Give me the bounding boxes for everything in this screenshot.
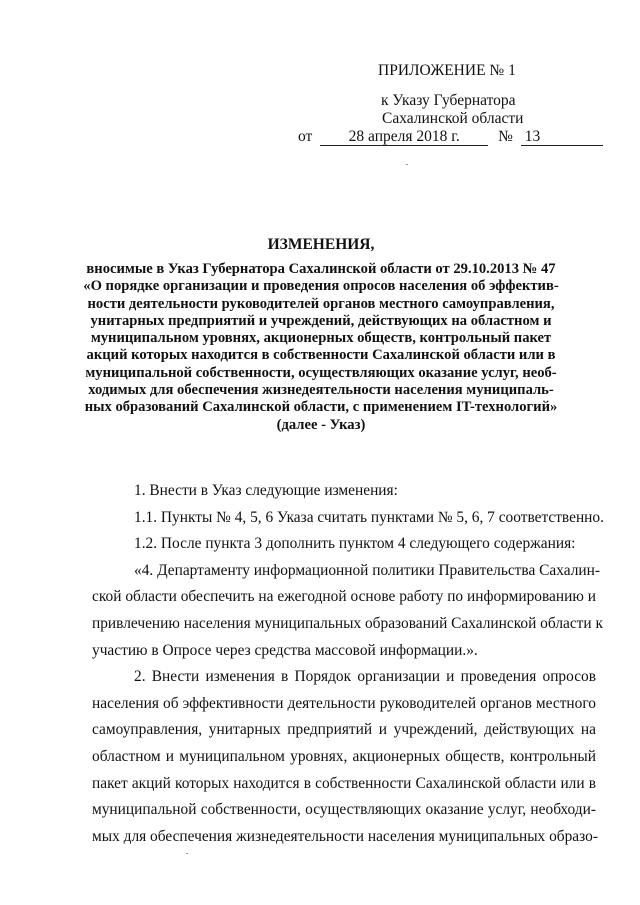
from-label: от [298,128,313,145]
region-name: Сахалинской области [382,110,524,127]
decree-date-line [298,128,603,146]
paragraph-2-line: мых для обеспечения жизнедеятельности населения муниципальных образо- [92,827,598,845]
scan-speck [406,164,408,165]
title-line: ных образований Сахалинской области, с применением IT-технологий» [84,399,558,416]
document-title [60,261,582,434]
paragraph-1-2: 1.2. После пункта 3 дополнить пунктом 4 следующего содержания: [134,535,576,553]
paragraph-2-line: самоуправления, унитарных предприятий и учреждений, действующих на [92,721,596,739]
quote-line: участию в Опросе через средства массовой информации.». [92,641,478,659]
title-line: унитарных предприятий и учреждений, действующих на областном и [90,312,552,329]
decree-number: 13 [521,128,603,146]
paragraph-2-line: пакет акций которых находится в собственности Сахалинской области или в [92,774,596,792]
appendix-label: ПРИЛОЖЕНИЕ № 1 [378,62,516,79]
paragraph-2-line: 2. Внести изменения в Порядок организации и проведения опросов [134,668,596,686]
paragraph-2-line: населения об эффективности деятельности руководителей органов местного [92,694,596,712]
title-line: муниципальном уровнях, акционерных обществ, контрольный пакет [90,330,552,347]
quote-line: ской области обеспечить на ежегодной основе работу по информированию и [92,588,596,606]
quote-line: привлечению населения муниципальных образований Сахалинской области к [92,614,603,632]
title-line: муниципальной собственности, осуществляющих оказание услуг, необ- [85,364,557,381]
title-line: вносимые в Указ Губернатора Сахалинской области от 29.10.2013 № 47 [86,261,556,277]
title-line: ности деятельности руководителей органов местного самоуправления, [87,295,555,312]
title-line: акций которых находится в собственности Сахалинской области или в [86,347,556,364]
scan-speck [186,853,188,854]
paragraph-1-1: 1.1. Пункты № 4, 5, 6 Указа считать пунктами № 5, 6, 7 соответственно. [134,508,604,526]
title-line: ходимых для обеспечения жизнедеятельности населения муниципаль- [88,382,554,399]
quote-line: «4. Департаменту информационной политики Правительства Сахалин- [134,561,600,579]
decree-date: 28 апреля 2018 г. [320,128,488,146]
document-heading: ИЗМЕНЕНИЯ, [267,236,375,253]
paragraph-1: 1. Внести в Указ следующие изменения: [134,482,398,499]
title-line: (далее - Указ) [276,416,366,433]
decree-reference: к Указу Губернатора [381,92,516,109]
title-line: «О порядке организации и проведения опросов населения об эффектив- [83,278,559,295]
paragraph-2-line: областном и муниципальном уровнях, акционерных обществ, контрольный [92,747,596,765]
document-body [92,478,604,850]
paragraph-2-line: муниципальной собственности, осуществляющих оказание услуг, необходи- [92,801,596,819]
number-label: № [498,128,513,145]
